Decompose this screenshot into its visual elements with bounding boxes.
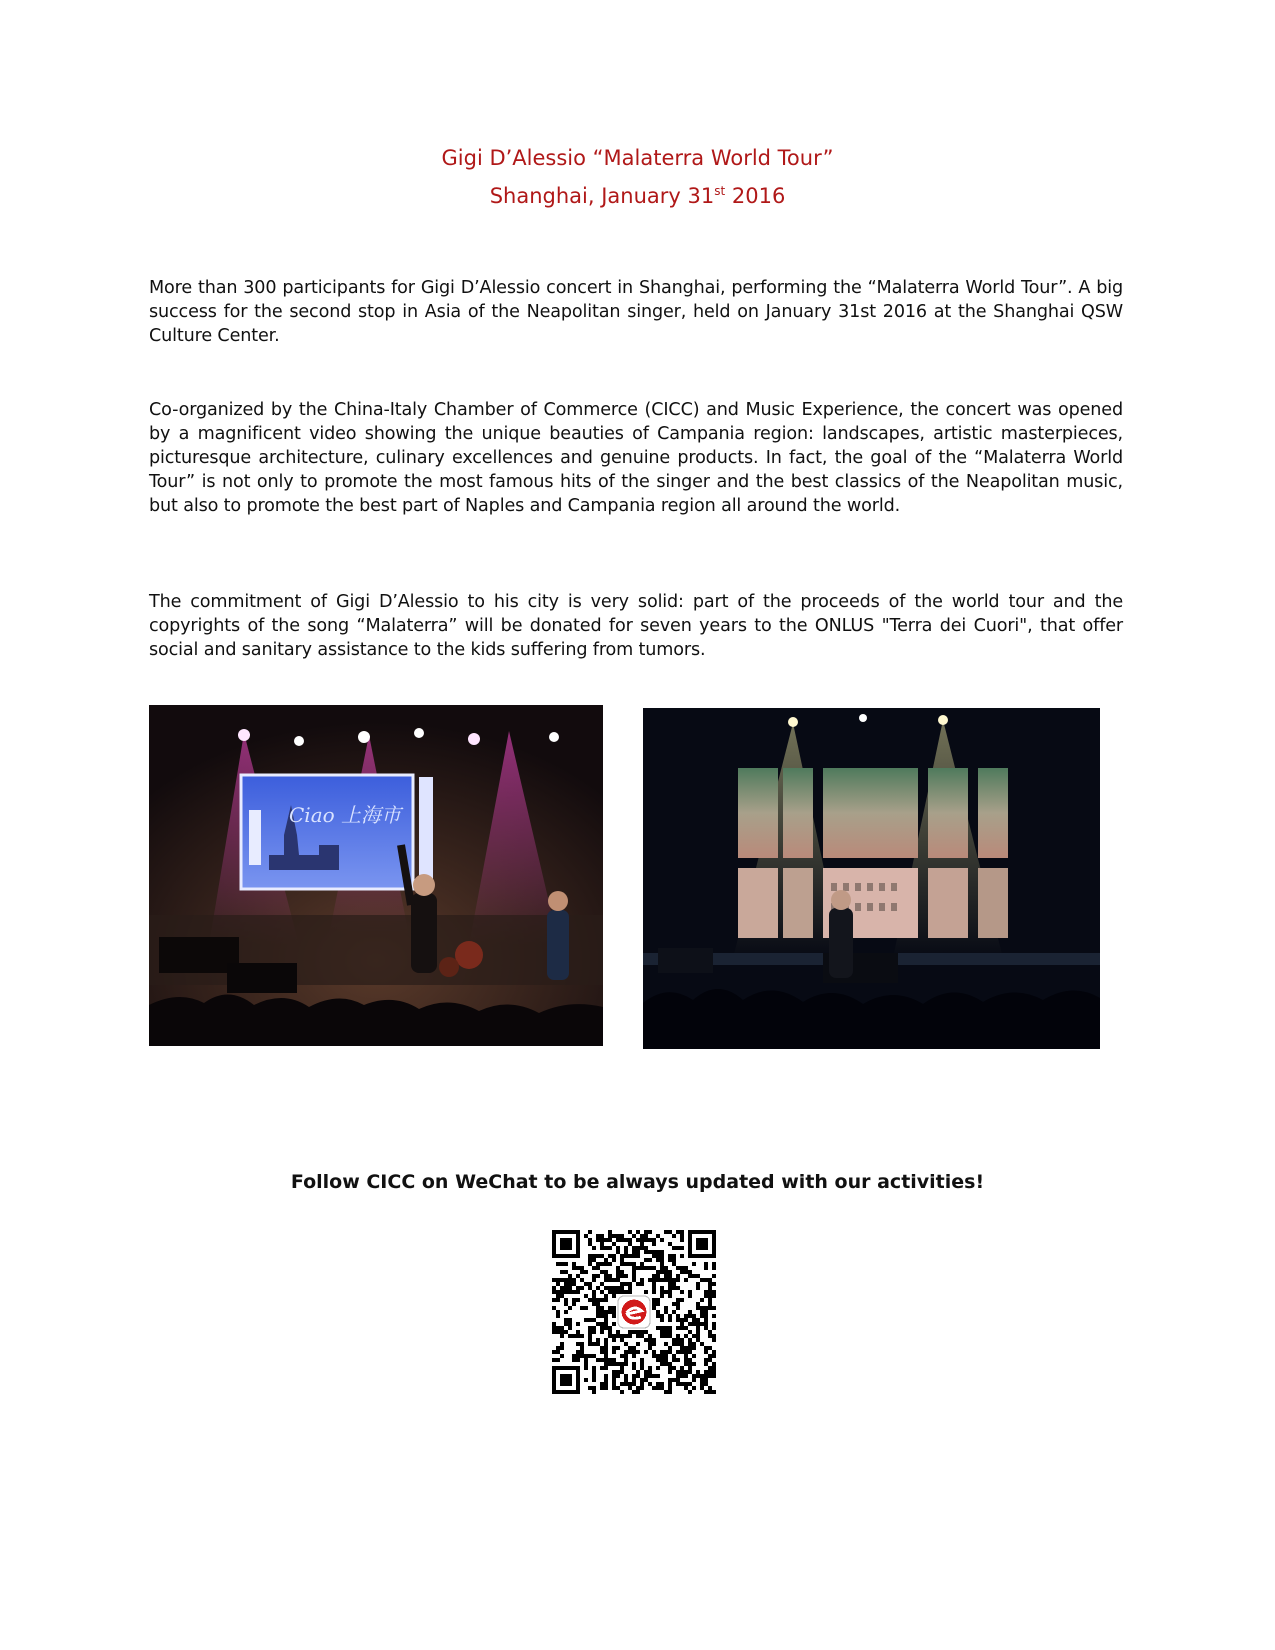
date-prefix: Shanghai, January 31 [489,184,715,208]
cicc-logo-icon [618,1296,650,1328]
wechat-follow-text: Follow CICC on WeChat to be always updated with our activities! [290,1171,985,1193]
paragraph-commitment: The commitment of Gigi D’Alessio to his city is very solid: part of the proceeds of the world tour and the copyrights of the song “Malaterra” will be donated for seven years to the ONLUS "Terra dei Cuori", that offer social and sanitary assistance to the kids suffering from tumors. [149,592,1123,660]
paragraph-organization: Co-organized by the China-Italy Chamber of Commerce (CICC) and Music Experience, the concert was opened by a magnificent video showing the unique beauties of Campania region: landscapes, artistic masterpieces, picturesque architecture, culinary excellences and genuine products. In fact, the goal of the “Malaterra World Tour” is not only to promote the most famous hits of the singer and the best classics of the Neapolitan music, but also to promote the best part of Naples and Campania region all around the world. [149,400,1123,516]
concert-photo-right-image [643,708,1100,1049]
finder-pattern-bottom-left [552,1366,580,1394]
finder-pattern-top-left [552,1230,580,1258]
concert-photo-left-image [149,705,603,1046]
paragraph-intro: More than 300 participants for Gigi D’Alessio concert in Shanghai, performing the “Malaterra World Tour”. A big success for the second stop in Asia of the Neapolitan singer, held on January 31st 2016 at the Shanghai QSW Culture Center. [149,278,1123,346]
concert-photo-right [643,708,1100,1049]
screen-caption: Ciao 上海市 [289,803,402,827]
page-title: Gigi D’Alessio “Malaterra World Tour” [441,146,834,170]
wechat-qr-code[interactable] [552,1230,716,1394]
concert-photo-left [149,705,603,1046]
event-date [0,184,1275,208]
date-ordinal-suffix: st [714,184,726,198]
date-year: 2016 [725,184,786,208]
finder-pattern-top-right [688,1230,716,1258]
